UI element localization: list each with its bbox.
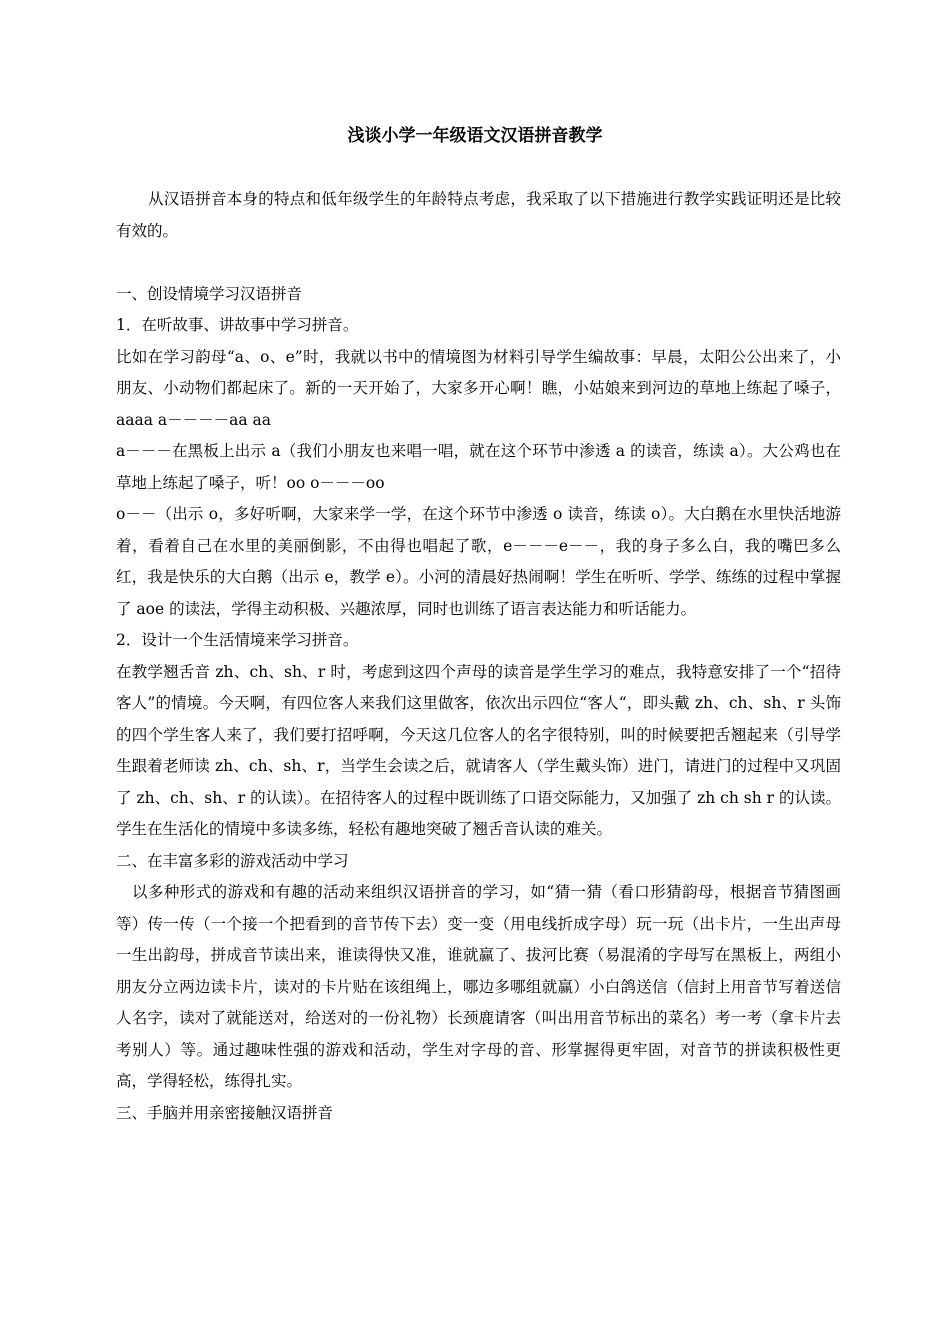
body-paragraph: 以多种形式的游戏和有趣的活动来组织汉语拼音的学习，如“猜一猜（看口形猜韵母，根据音节猜图画等）传一传（一个接一个把看到的音节传下去）变一变（用电线折成字母）玩一玩（出卡片，一生出声母一生出韵母，拼成音节读出来，谁读得快又准，谁就赢了、拔河比赛（易混淆的字母写在黑板上，两组小朋友分立两边读卡片，读对的卡片贴在该组绳上，哪边多哪组就赢）小白鸽送信（信封上用音节写着送信人名字，读对了就能送对，给送对的一份礼物）长颈鹿请客（叫出用音节标出的菜名）考一考（拿卡片去考别人）等。通过趣味性强的游戏和活动，学生对字母的音、形掌握得更牢固，对音节的拼读积极性更高，学得轻松，练得扎实。: [116, 883, 841, 1090]
intro-paragraph: 从汉语拼音本身的特点和低年级学生的年龄特点考虑，我采取了以下措施进行教学实践证明还是比较有效的。: [116, 190, 841, 240]
document-body: [116, 184, 841, 1129]
subsection-heading-1-2: 2．设计一个生活情境来学习拼音。: [116, 631, 359, 649]
body-paragraph: 在教学翘舌音 zh、ch、sh、r 时，考虑到这四个声母的读音是学生学习的难点，我特意安排了一个“招待客人”的情境。今天啊，有四位客人来我们这里做客，依次出示四位“客人“，即头戴 zh、ch、sh、r 头饰的四个学生客人来了，我们要打招呼啊，今天这几位客人的名字很特别，叫的时候要把舌翘起来（引导学生跟着老师读 zh、ch、sh、r，当学生会读之后，就请客人（学生戴头饰）进门，请进门的过程中又巩固了 zh、ch、sh、r 的认读）。在招待客人的过程中既训练了口语交际能力，又加强了 zh ch sh r 的认读。学生在生活化的情境中多读多练，轻松有趣地突破了翘舌音认读的难关。: [116, 662, 841, 838]
body-paragraph: o－－（出示 o，多好听啊，大家来学一学，在这个环节中渗透 o 读音，练读 o）。大白鹅在水里快活地游着，看着自己在水里的美丽倒影，不由得也唱起了歌，e－－－e－－，我的身子多么白，我的嘴巴多么红，我是快乐的大白鹅（出示 e，教学 e）。小河的清晨好热闹啊！学生在听听、学学、练练的过程中掌握了 aoe 的读法，学得主动积极、兴趣浓厚，同时也训练了语言表达能力和听话能力。: [116, 505, 841, 618]
section-heading-2: 二、在丰富多彩的游戏活动中学习: [116, 851, 349, 870]
blank-line: [116, 247, 841, 279]
subsection-heading-1-1: 1．在听故事、讲故事中学习拼音。: [116, 316, 359, 334]
section-heading-3: 三、手脑并用亲密接触汉语拼音: [116, 1103, 334, 1122]
document-title: 浅谈小学一年级语文汉语拼音教学: [347, 126, 603, 146]
body-paragraph: a－－－在黑板上出示 a（我们小朋友也来唱一唱，就在这个环节中渗透 a 的读音，练读 a）。大公鸡也在草地上练起了嗓子，听！oo o－－－oo: [116, 442, 841, 492]
section-heading-1: 一、创设情境学习汉语拼音: [116, 284, 303, 303]
body-paragraph: 比如在学习韵母“a、o、e”时，我就以书中的情境图为材料引导学生编故事：早晨，太阳公公出来了，小朋友、小动物们都起床了。新的一天开始了，大家多开心啊！瞧，小姑娘来到河边的草地上练起了嗓子，aaaa a－－－－aa aa: [116, 347, 841, 429]
